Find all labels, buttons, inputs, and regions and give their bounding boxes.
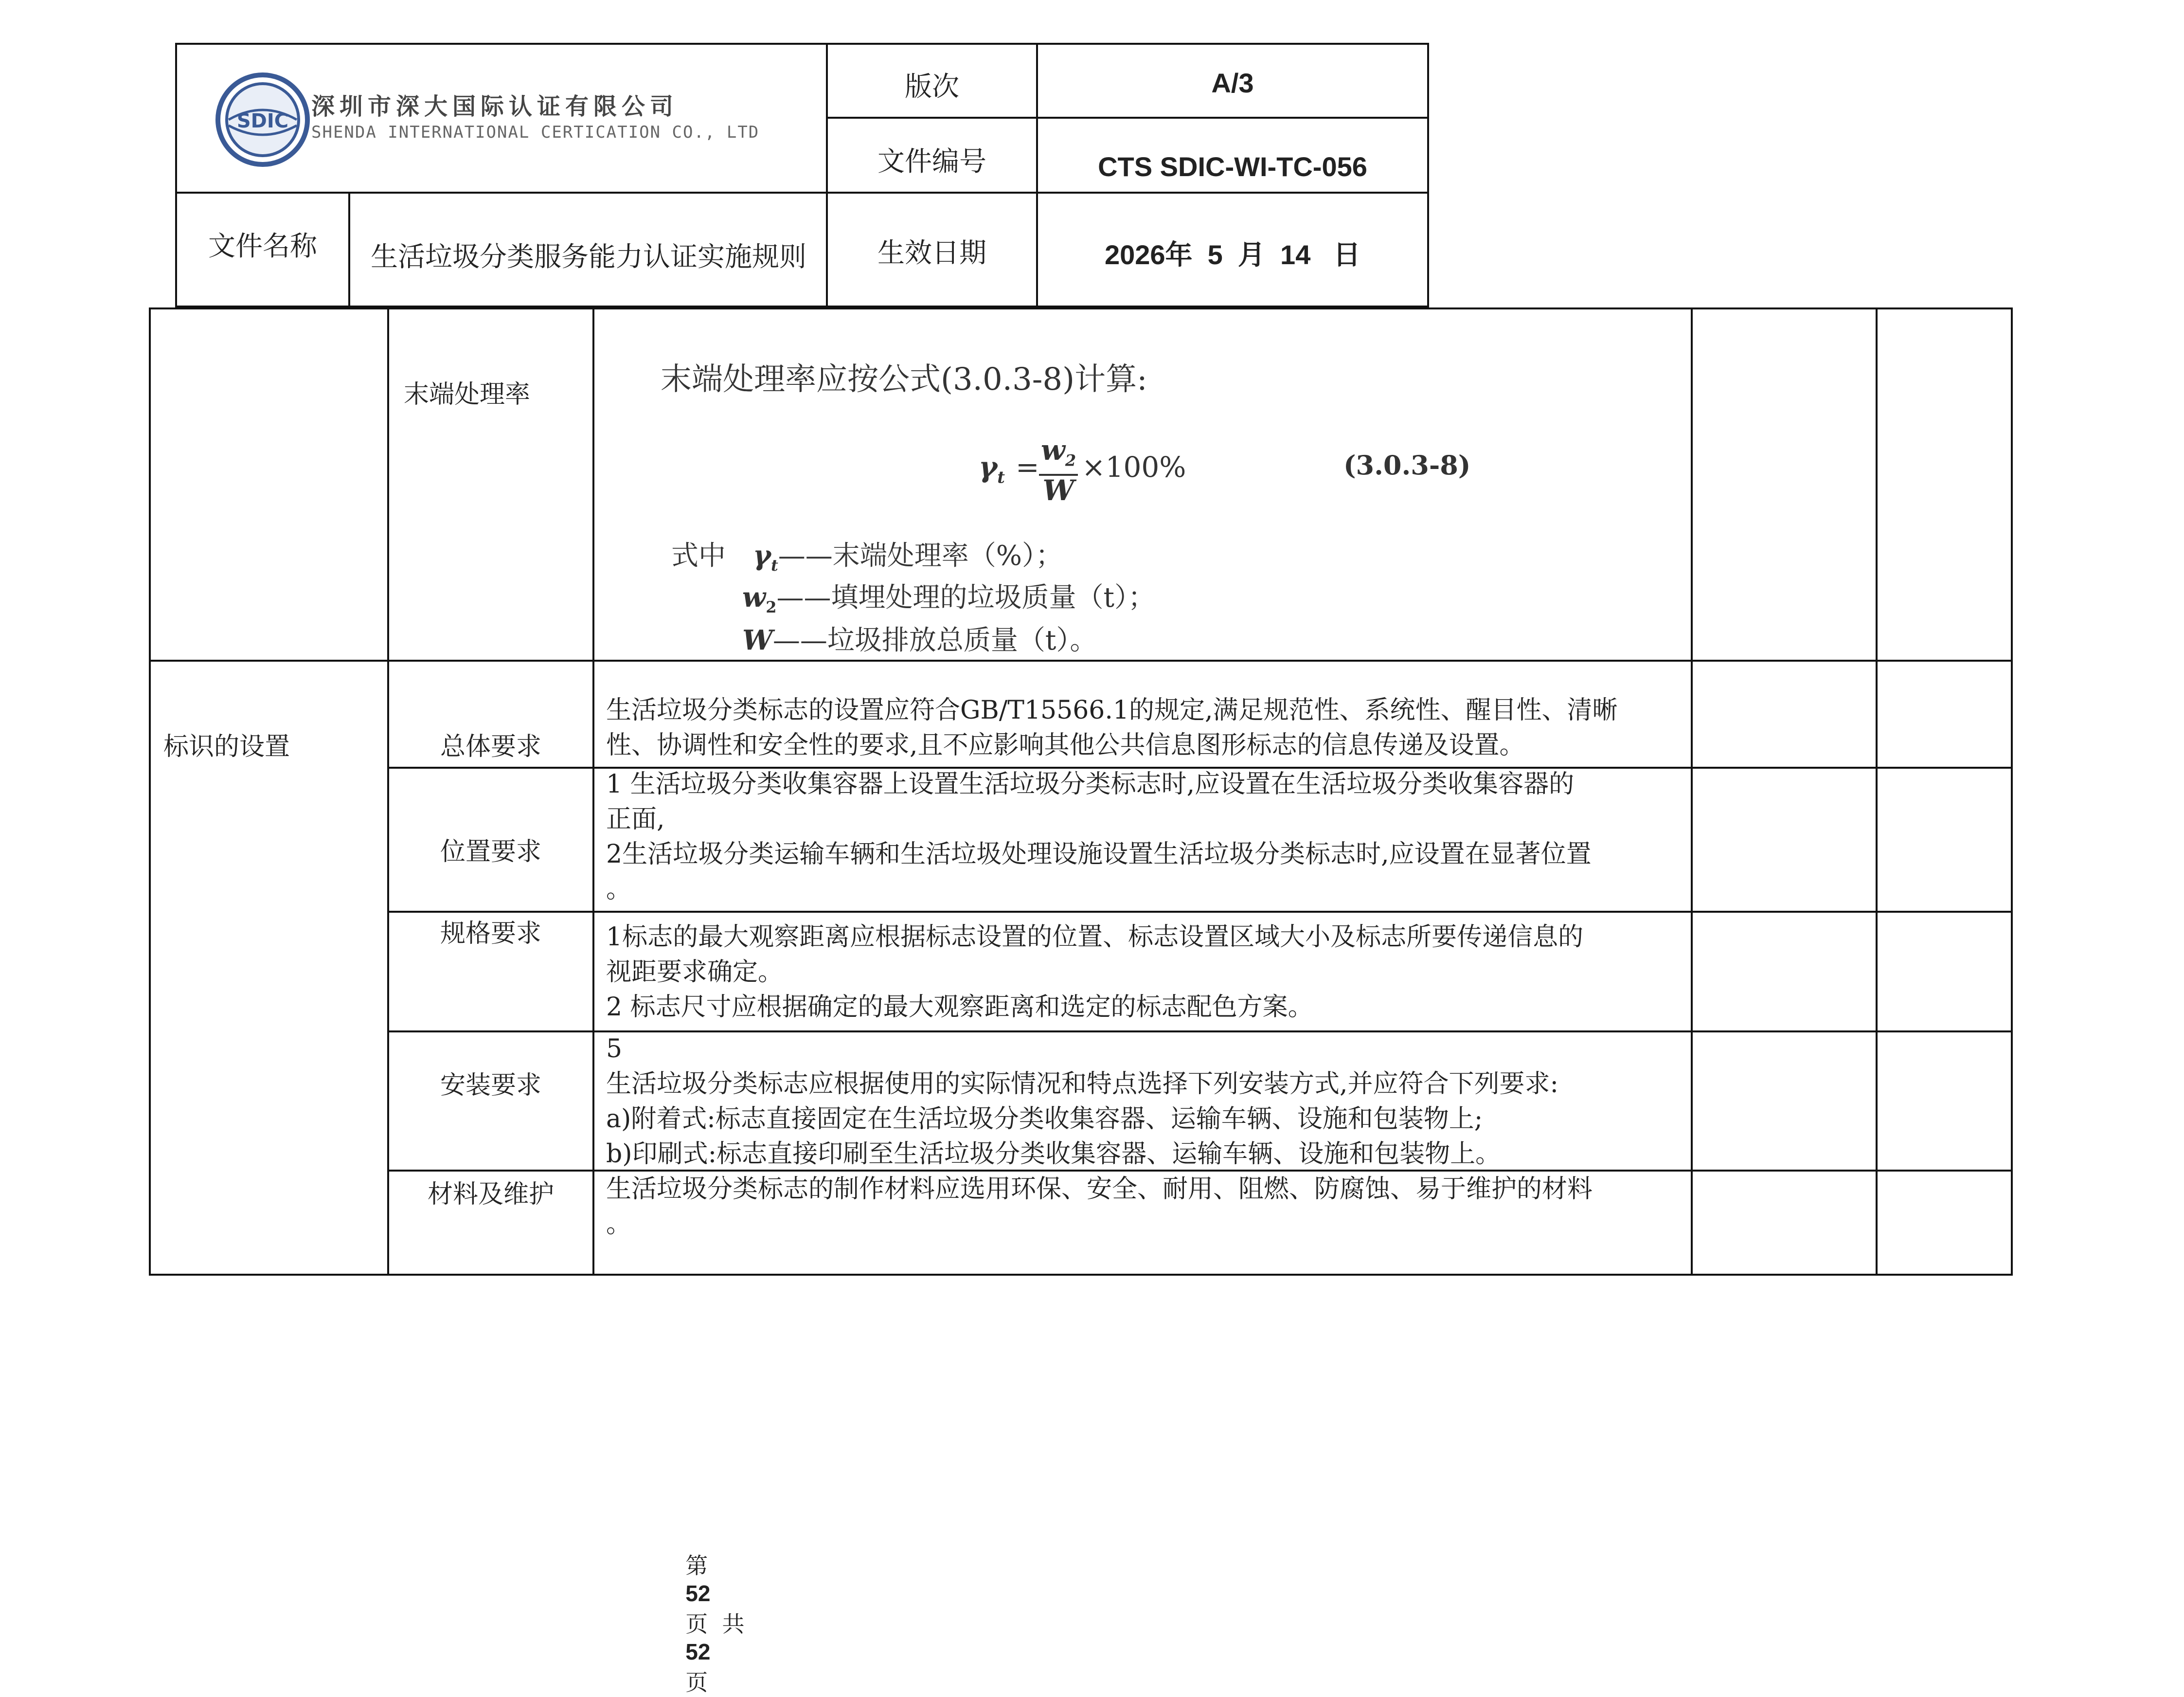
var-w2: $w_2——$填埋处理的垃圾质量（t）；	[742, 581, 1155, 617]
page-total: 52	[685, 1639, 711, 1664]
page-suffix: 页	[685, 1669, 708, 1696]
formula-number: (3.0.3-8)	[1343, 450, 1471, 481]
formula-intro: 末端处理率应按公式(3.0.3-8)计算:	[661, 361, 1147, 397]
page-mid: 页 共	[685, 1611, 745, 1637]
effective-date-value: 2026年 5 月 14 日	[1104, 239, 1361, 270]
formula-denominator: W	[1042, 473, 1074, 507]
page-prefix: 第	[685, 1553, 708, 1579]
logo-lettering: SDIC	[236, 110, 289, 132]
sign-text-overall: 生活垃圾分类标志的设置应符合GB/T15566.1的规定,满足规范性、系统性、醒目性、清晰 性、协调性和安全性的要求,且不应影响其他公共信息图形标志的信息传递及设置。	[606, 696, 1618, 760]
terminal-rate-item: 末端处理率	[404, 380, 531, 409]
sign-item-install: 安装要求	[440, 1071, 541, 1100]
where-label: 式中	[671, 540, 726, 572]
var-w-total: W——垃圾排放总质量（t）。	[742, 624, 1097, 656]
doc-name-value: 生活垃圾分类服务能力认证实施规则	[371, 241, 806, 273]
var-gamma: $\gamma_t——$末端处理率（%）；	[753, 540, 1063, 575]
company-name-cn: 深圳市深大国际认证有限公司	[311, 93, 679, 120]
sign-text-install: 5 生活垃圾分类标志应根据使用的实际情况和特点选择下列安装方式,并应符合下列要求: a)附着式:标志直接固定在生活垃圾分类收集容器、运输车辆、设施和包装物上; b)印刷式:标志直接印刷至生活垃圾分类收集容器、运输车辆、设施和包装物上。	[606, 1034, 1559, 1169]
company-name-en: SHENDA INTERNATIONAL CERTICATION CO., LTD	[311, 123, 760, 142]
sign-text-spec: 1标志的最大观察距离应根据标志设置的位置、标志设置区域大小及标志所要传递信息的 视距要求确定。 2 标志尺寸应根据确定的最大观察距离和选定的标志配色方案。	[606, 922, 1584, 1022]
signs-category: 标识的设置	[163, 732, 290, 761]
version-value: A/3	[1211, 68, 1254, 98]
page-footer	[671, 1522, 745, 1697]
doc-name-label: 文件名称	[208, 231, 317, 262]
formula-lhs-sub: t	[997, 468, 1005, 487]
doc-no-value: CTS SDIC-WI-TC-056	[1098, 151, 1367, 182]
sign-item-material: 材料及维护	[427, 1180, 554, 1209]
formula-lhs: γ	[979, 451, 998, 484]
formula-numerator: $w_2$	[1039, 437, 1078, 476]
page-number: 52	[685, 1581, 711, 1606]
company-logo	[214, 71, 311, 168]
sign-item-position: 位置要求	[440, 837, 541, 867]
sign-text-material: 生活垃圾分类标志的制作材料应选用环保、安全、耐用、阻燃、防腐蚀、易于维护的材料 。	[606, 1174, 1593, 1239]
terminal-formula-block: 末端处理率应按公式(3.0.3-8)计算: $\gamma_t$ = $\frac{w_2}{W}$ ×100% (3.0.3-8) 式中 $\gamma_t——$末端处理率（%）； $w_2——$填埋处理的垃圾质量（t）； W——垃圾排放总质量（t）。	[594, 309, 1691, 660]
sign-text-position: 1 生活垃圾分类收集容器上设置生活垃圾分类标志时,应设置在生活垃圾分类收集容器的 正面, 2生活垃圾分类运输车辆和生活垃圾处理设施设置生活垃圾分类标志时,应设置在显著位置 。	[606, 770, 1592, 904]
sign-item-spec: 规格要求	[440, 919, 541, 948]
formula-tail: ×100%	[1082, 451, 1186, 484]
sign-item-overall: 总体要求	[440, 732, 541, 761]
effective-date-label: 生效日期	[877, 237, 986, 269]
version-label: 版次	[905, 71, 959, 103]
doc-no-label: 文件编号	[877, 146, 986, 178]
